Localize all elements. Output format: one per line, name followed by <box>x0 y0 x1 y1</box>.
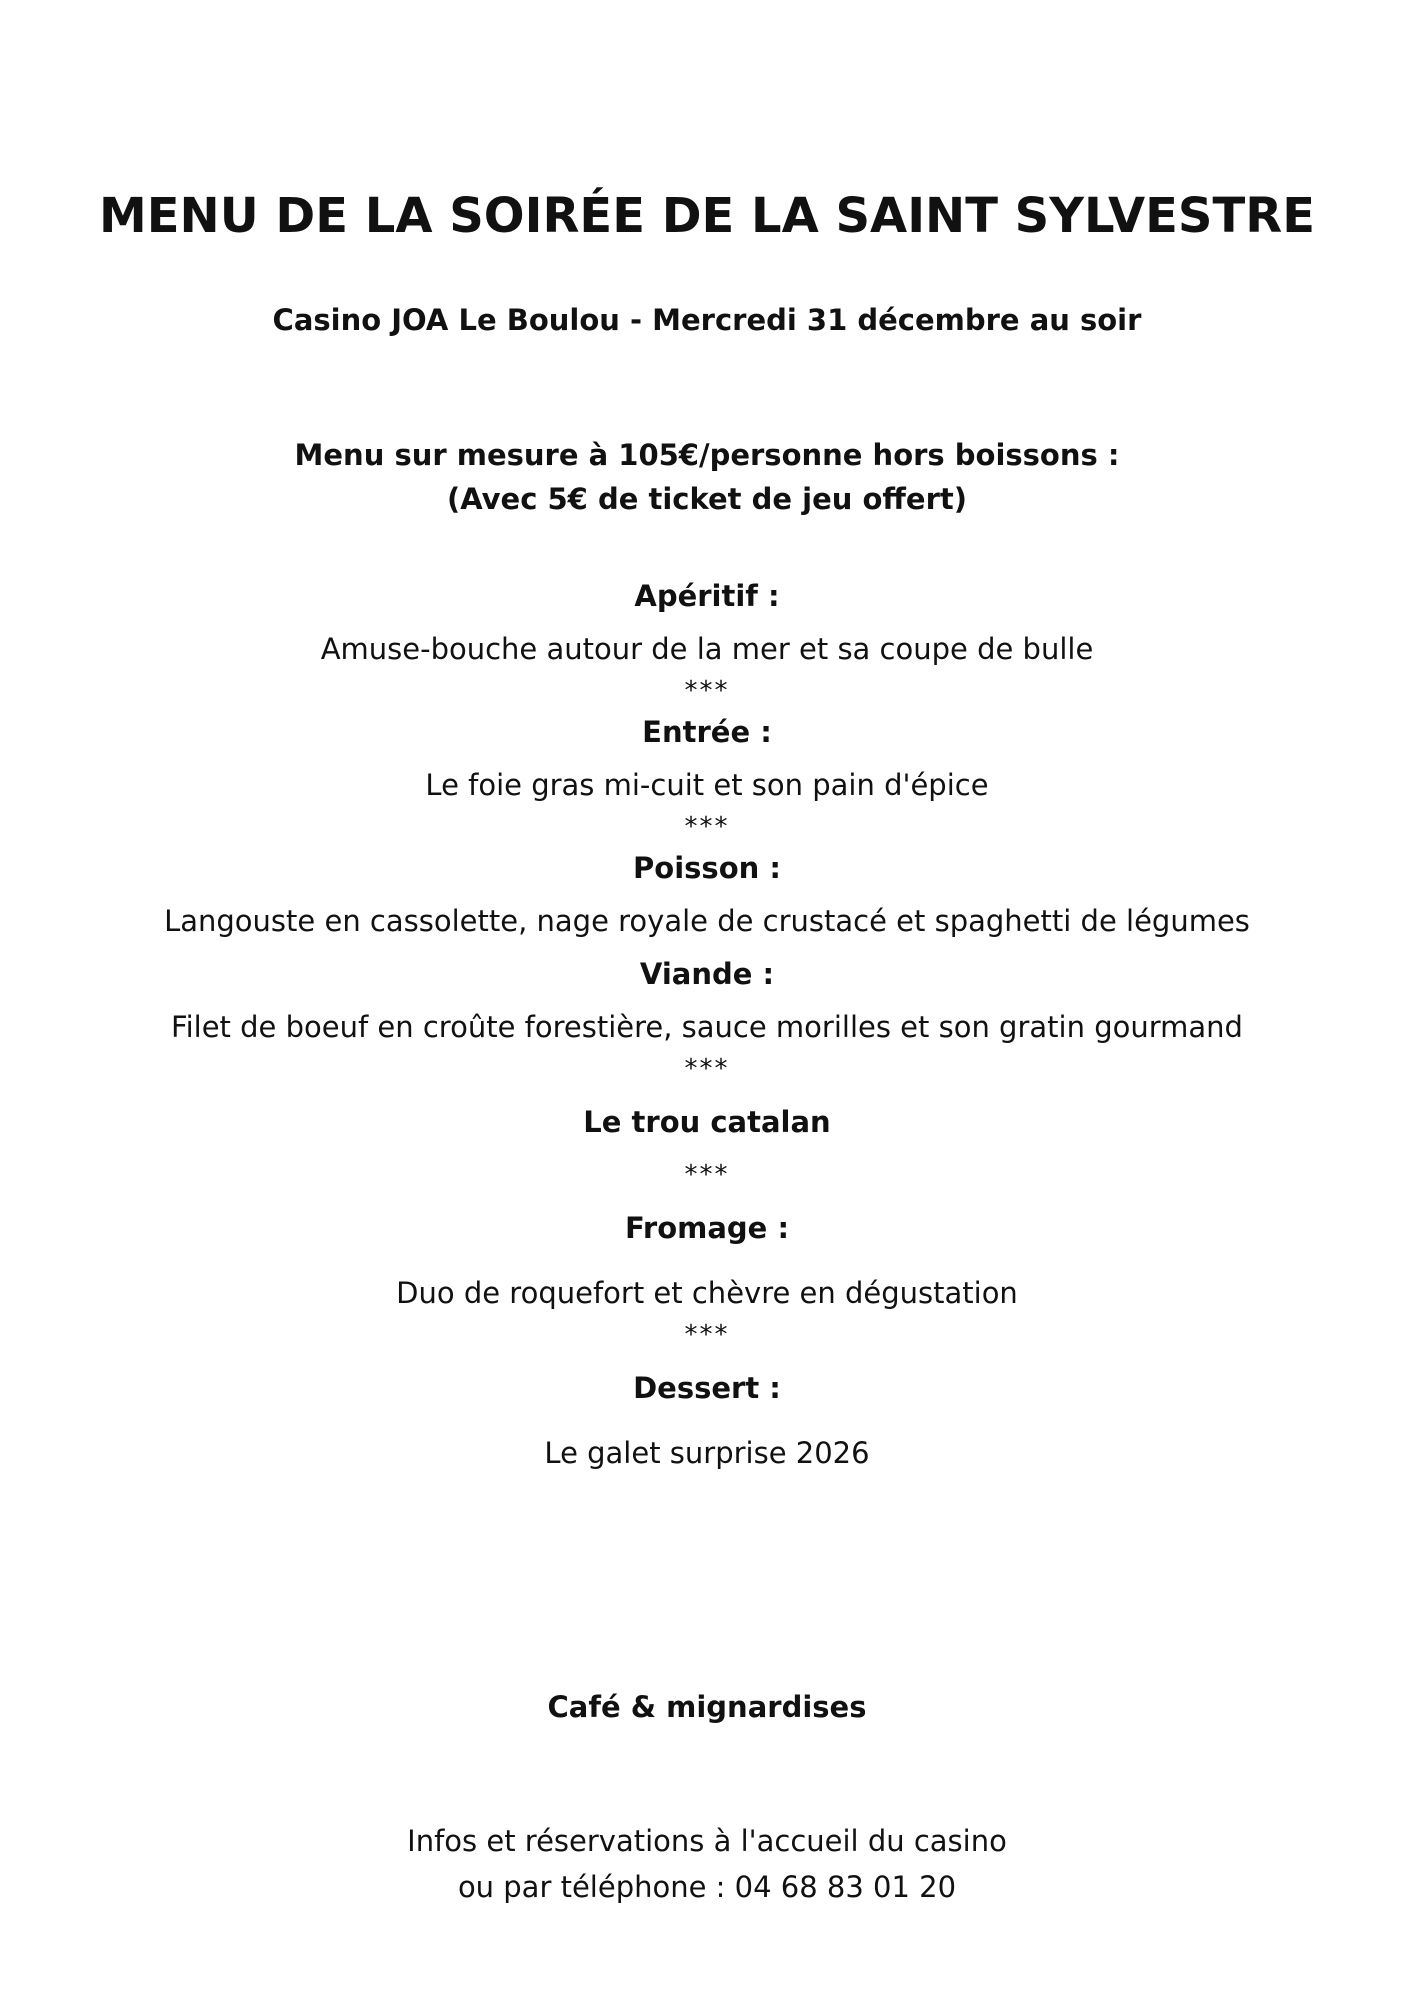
phone-info: ou par téléphone : 04 68 83 01 20 <box>457 1870 957 1904</box>
offer-line: (Avec 5€ de ticket de jeu offert) <box>446 482 967 516</box>
course-heading-aperitif: Apéritif : <box>634 579 780 613</box>
event-subtitle: Casino JOA Le Boulou - Mercredi 31 décembre au soir <box>272 303 1142 337</box>
separator: *** <box>684 1320 730 1350</box>
separator: *** <box>684 676 730 706</box>
courses-list <box>0 570 1414 1480</box>
course-text-dessert: Le galet surprise 2026 <box>544 1436 870 1470</box>
price-block <box>0 433 1414 521</box>
course-text-aperitif: Amuse-bouche autour de la mer et sa coupe de bulle <box>320 632 1094 666</box>
separator: *** <box>684 1160 730 1190</box>
course-heading-viande: Viande : <box>639 957 775 991</box>
course-text-poisson: Langouste en cassolette, nage royale de crustacé et spaghetti de légumes <box>164 904 1250 938</box>
separator: *** <box>684 1054 730 1084</box>
course-text-entree: Le foie gras mi-cuit et son pain d'épice <box>425 768 989 802</box>
reservation-info: Infos et réservations à l'accueil du casino <box>407 1824 1007 1858</box>
course-text-viande: Filet de boeuf en croûte forestière, sauce morilles et son gratin gourmand <box>171 1010 1243 1044</box>
course-text-fromage: Duo de roquefort et chèvre en dégustation <box>396 1276 1018 1310</box>
separator: *** <box>684 812 730 842</box>
course-heading-fromage: Fromage : <box>624 1211 790 1245</box>
footer-info <box>0 1818 1414 1910</box>
course-heading-dessert: Dessert : <box>633 1371 781 1405</box>
course-heading-trou-catalan: Le trou catalan <box>583 1105 831 1139</box>
course-heading-poisson: Poisson : <box>633 851 781 885</box>
price-line: Menu sur mesure à 105€/personne hors boissons : <box>294 438 1120 472</box>
page-title: MENU DE LA SOIRÉE DE LA SAINT SYLVESTRE <box>99 188 1315 244</box>
course-heading-entree: Entrée : <box>642 715 772 749</box>
cafe-mignardises: Café & mignardises <box>547 1690 867 1724</box>
